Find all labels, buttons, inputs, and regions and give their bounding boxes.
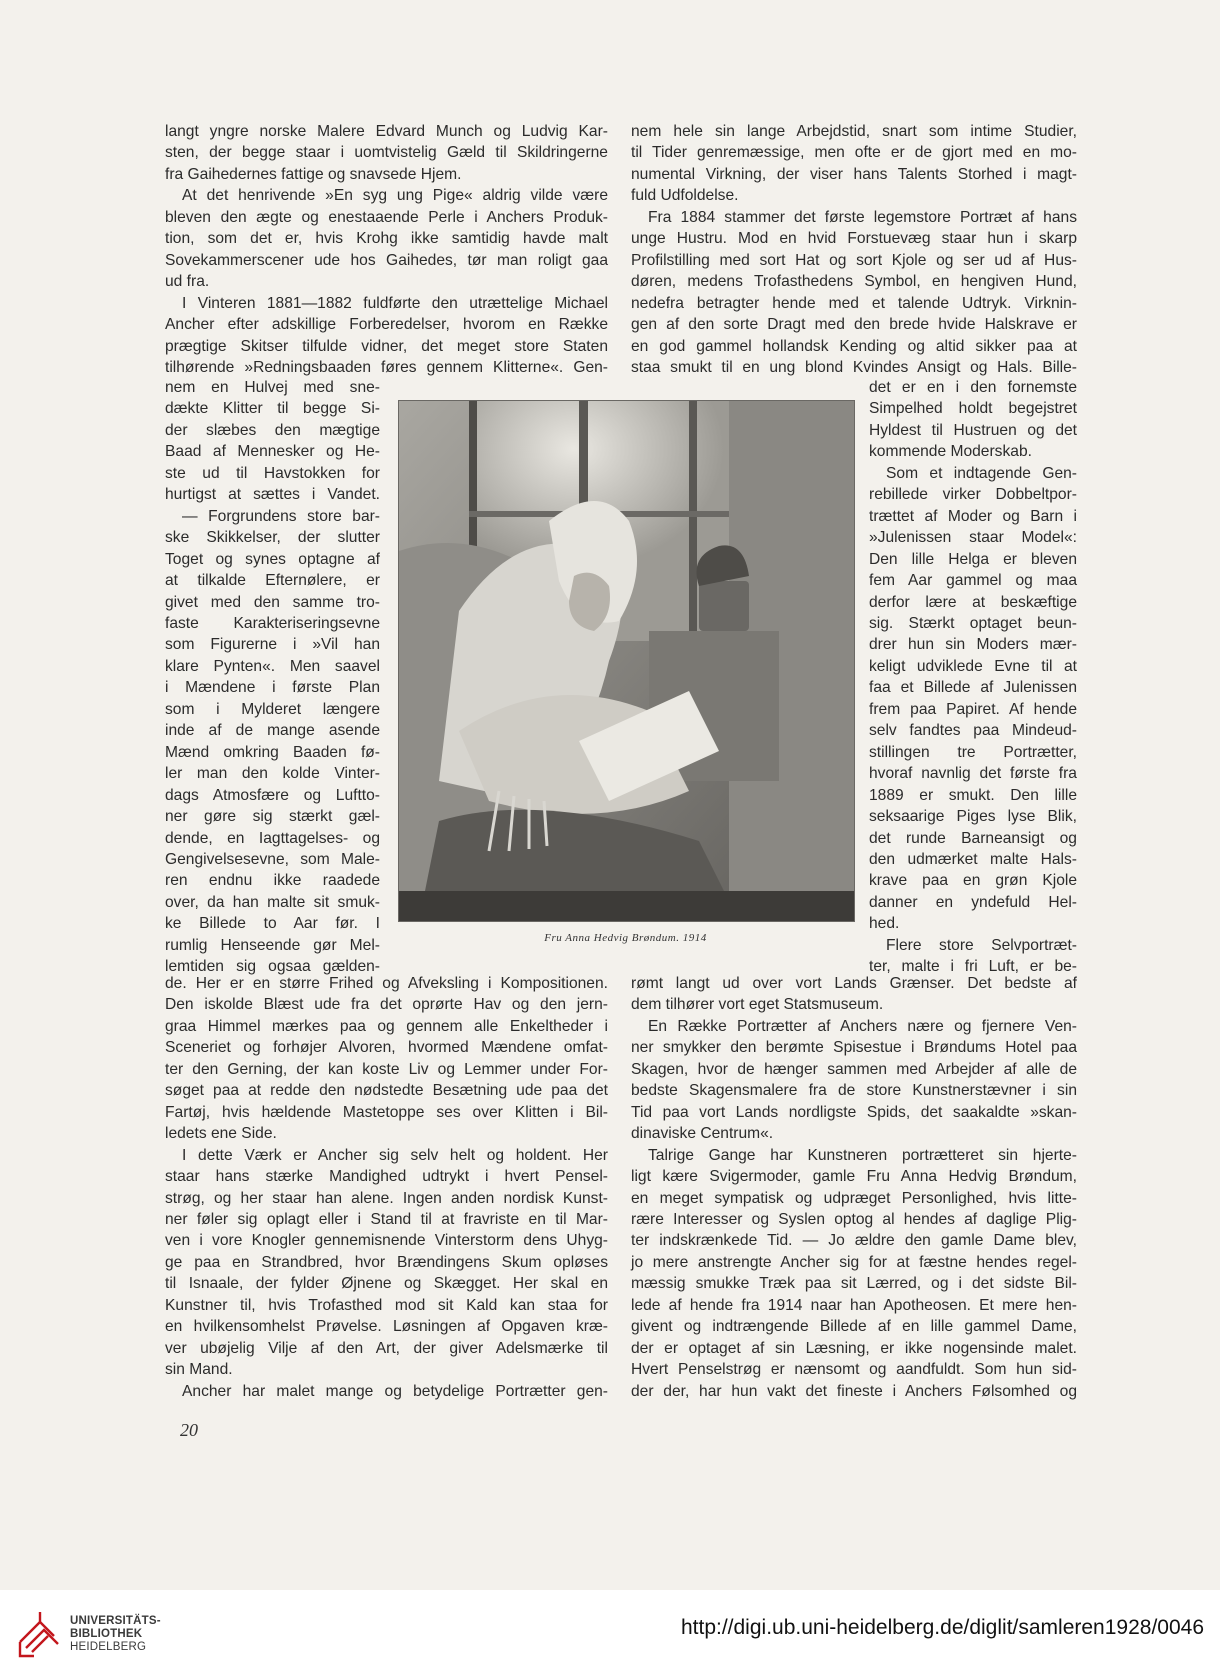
text-line: En Række Portrætter af Anchers nære og fjernere Ven- — [648, 1017, 1077, 1035]
text-line: I dette Værk er Ancher sig selv helt og holdent. Her — [182, 1146, 608, 1164]
text-line: nem en Hulvej med sne- — [165, 379, 380, 396]
text-line: Som et indtagende Gen- — [886, 464, 1077, 482]
text-line: Flere store Selvportræt- — [886, 936, 1077, 954]
text-line: det runde Barneansigt og — [869, 829, 1077, 847]
text-line: til Isnaale, der fylder Øjnene og Skægget. Her skal en — [165, 1275, 608, 1293]
text-line: frem paa Papiret. Af hende — [869, 700, 1077, 718]
library-name-line1: UNIVERSITÄTS- — [70, 1615, 161, 1627]
text-line: hvoraf navnlig det første fra — [869, 765, 1077, 783]
text-line: faa et Billede af Julenissen — [869, 679, 1077, 697]
text-line: krave paa en grøn Kjole — [869, 872, 1077, 890]
permalink-url[interactable]: http://digi.ub.uni-heidelberg.de/diglit/samleren1928/0046 — [680, 1616, 1204, 1639]
text-line: Mænd omkring Baaden fø- — [165, 743, 380, 761]
text-line: derfor lære at beskæftige — [869, 593, 1077, 611]
left-column-bottom — [165, 973, 608, 1402]
painting-reading-woman — [398, 400, 855, 922]
text-line: den udmærket malte Hals- — [869, 850, 1077, 868]
text-line: staa smukt til en ung blond Kvindes Ansigt og Hals. Bille- — [631, 358, 1077, 376]
text-line: en hvilkensomhelst Prøvelse. Løsningen af Opgaven kræ- — [165, 1318, 608, 1336]
viewer-footer — [0, 1590, 1220, 1676]
right-column-top — [631, 121, 1077, 378]
text-line: At det henrivende »En syg ung Pige« aldrig vilde være — [182, 187, 608, 205]
text-line: ver ubøjelig Vilje af den Art, der giver Adelsmærke til — [165, 1339, 608, 1357]
text-line: inde af de mange asende — [165, 722, 380, 740]
text-line: ner smykker den berømte Spisestue i Brøndums Hotel paa — [631, 1039, 1077, 1057]
text-line: ner føler sig oplagt eller i Stand til at fravriste en til Mar- — [165, 1210, 608, 1228]
library-name-line3: HEIDELBERG — [70, 1641, 147, 1653]
text-line: jo mere anstrengte Ancher sig for at fæstne hendes regel- — [631, 1253, 1077, 1271]
text-line: klare Pynten«. Men saavel — [165, 657, 380, 675]
text-line: tion, som det er, hvis Krohg ikke samtidig havde malt — [165, 230, 608, 248]
text-line: lede af hende fra 1914 naar han Apotheosen. Et mere hen- — [631, 1296, 1077, 1314]
text-line: søget paa at redde den nødstedte Besætning ude paa det — [165, 1082, 608, 1100]
text-line: drer hun sin Moders mær- — [869, 636, 1077, 654]
text-line: gen af den sorte Dragt med den brede hvide Halskrave er — [631, 316, 1077, 334]
text-line: en meget sympatisk og udpræget Personlighed, hvis litte- — [631, 1189, 1077, 1207]
text-line: ven i vore Knogler gennemisnende Vinterstorm dens Uhyg- — [165, 1232, 608, 1250]
text-line: dækte Klitter til begge Si- — [165, 400, 380, 418]
text-line: hurtigst at sættes i Vandet. — [165, 486, 380, 504]
text-line: ge paa en Strandbred, hvor Brændingens Skum opløses — [165, 1253, 608, 1271]
text-line: ste ud til Havstokken for — [165, 464, 380, 482]
text-line: Hyldest til Hustruen og det — [869, 421, 1077, 439]
page-number: 20 — [180, 1420, 198, 1440]
text-line: Den iskolde Blæst ude fra det oprørte Hav og den jern- — [165, 996, 608, 1014]
text-line: »Julenissen staar Model«: — [869, 529, 1077, 547]
text-line: faste Karakteriseringsevne — [165, 614, 380, 632]
text-line: ske Skikkelser, der slutter — [165, 529, 380, 547]
text-line: Skagen, hvor de hænger sammen med Arbejder af alle de — [631, 1060, 1077, 1078]
right-column-wrap — [869, 377, 1077, 978]
text-line: fem Aar gammel og maa — [869, 572, 1077, 590]
text-line: som Figurerne i »Vil han — [165, 636, 380, 654]
figure-caption: Fru Anna Hedvig Brøndum. 1914 — [544, 932, 707, 944]
text-line: selv fandtes paa Mindeud- — [869, 722, 1077, 740]
text-line: dags Atmosfære og Luftto- — [165, 786, 380, 804]
text-line: Den lille Helga er bleven — [869, 550, 1077, 568]
text-line: ler man den kolde Vinter- — [165, 765, 380, 783]
text-line: Kunstner til, hvis Trofasthed mod sit Kald kan staa for — [165, 1296, 608, 1314]
text-line: der slæbes den mægtige — [165, 421, 380, 439]
text-line: ter indskrænkede Tid. — Jo ældre den gamle Dame blev, — [631, 1232, 1077, 1250]
text-line: rømt langt ud over vort Lands Grænser. Det bedste af — [631, 975, 1077, 992]
text-line: numental Virkning, der viser hans Talents Storhed i magt- — [631, 165, 1077, 183]
text-line: lemtiden sig ogsaa gælden- — [165, 958, 380, 976]
text-line: ren endnu ikke raadede — [165, 872, 380, 890]
text-line: Toget og synes optagne af — [165, 550, 380, 568]
text-line: langt yngre norske Malere Edvard Munch og Ludvig Kar- — [165, 123, 608, 140]
text-line: en god gammel hollandsk Kending og altid sikker paa at — [631, 337, 1077, 355]
text-line: I Vinteren 1881—1882 fuldførte den utrættelige Michael — [182, 294, 608, 312]
text-line: graa Himmel mærkes paa og gennem alle Enkeltheder i — [165, 1017, 608, 1035]
text-line: givent og indtrængende Billede af en lille gammel Dame, — [631, 1318, 1077, 1336]
text-line: Simpelhed holdt begejstret — [869, 400, 1077, 418]
left-column-wrap — [165, 377, 380, 978]
text-line: døren, medens Trofasthedens Symbol, en hengiven Hund, — [631, 273, 1077, 291]
text-line: prægtige Skitser tilfulde vidner, det meget store Staten — [165, 337, 608, 355]
text-line: kommende Moderskab. — [869, 443, 1032, 461]
text-line: Gengivelsesevne, som Male- — [165, 850, 380, 868]
text-line: fuld Udfoldelse. — [631, 187, 739, 205]
right-column-bottom — [631, 973, 1077, 1402]
text-line: ligt kære Svigermoder, gamle Fru Anna Hedvig Brøndum, — [631, 1168, 1077, 1186]
text-line: Ancher efter adskillige Forberedelser, hvorom en Række — [165, 316, 608, 334]
text-line: der er optaget af sin Læsning, er ikke nogensinde malet. — [631, 1339, 1077, 1357]
text-line: seksaarige Piges lyse Blik, — [869, 808, 1077, 826]
text-line: dem tilhører vort eget Statsmuseum. — [631, 996, 884, 1014]
text-line: over, da han malte sit smuk- — [165, 893, 380, 911]
text-line: Profilstilling med sort Hat og sort Kjole og ser ud af Hus- — [631, 251, 1077, 269]
text-line: stillingen tre Portrætter, — [869, 743, 1077, 761]
text-line: at tilkalde Efternølere, er — [165, 572, 380, 590]
text-line: Ancher har malet mange og betydelige Portrætter gen- — [182, 1382, 608, 1400]
text-line: mæssig smukke Træk paa sit Lærred, og i det sidste Bil- — [631, 1275, 1077, 1293]
text-line: ter den Gerning, der kan koste Liv og Lemmer under For- — [165, 1060, 608, 1078]
text-line: bedste Skagensmalere fra de store Kunstnerstævner i sin — [631, 1082, 1077, 1100]
text-line: Fra 1884 stammer det første legemstore Portræt af hans — [648, 208, 1077, 226]
text-line: 1889 er smukt. Den lille — [869, 786, 1077, 804]
text-line: sten, der begge staar i uomtvistelig Gæld til Skildringerne — [165, 144, 608, 162]
text-line: tilhørende »Redningsbaaden føres gennem Klitterne«. Gen- — [165, 358, 608, 376]
text-line: unge Hustru. Mod en hvid Forstuevæg staar hun i skarp — [631, 230, 1077, 248]
text-line: Sovekammerscener ude hos Gaihedes, tør man roligt gaa — [165, 251, 608, 269]
text-line: nedefra betragter hende med et talende Udtryk. Virknin- — [631, 294, 1077, 312]
text-line: til Tider genremæssige, men ofte er de gjort med en mo- — [631, 144, 1077, 162]
library-name-line2: BIBLIOTHEK — [70, 1628, 143, 1640]
text-line: rebillede virker Dobbeltpor- — [869, 486, 1077, 504]
text-line: som i Mylderet længere — [165, 700, 380, 718]
text-line: sin Mand. — [165, 1361, 233, 1379]
text-line: rære Interesser og Syslen optog al hendes af daglige Plig- — [631, 1210, 1077, 1228]
text-line: rumlig Henseende gør Mel- — [165, 936, 380, 954]
text-line: Sceneriet og forhøjer Alvoren, hvormed Mændene omfat- — [165, 1039, 608, 1057]
text-line: Baad af Mennesker og He- — [165, 443, 380, 461]
text-line: ter, malte i fri Luft, er be- — [869, 958, 1077, 976]
text-line: de. Her er en større Frihed og Afveksling i Kompositionen. — [165, 975, 608, 992]
text-line: trættet af Moder og Barn i — [869, 507, 1077, 525]
text-line: ner gøre sig stærkt gæl- — [165, 808, 380, 826]
text-line: Talrige Gange har Kunstneren portrætteret sin hjerte- — [648, 1146, 1077, 1164]
text-line: Tid paa vort Lands nordligste Spids, det saakaldte »skan- — [631, 1103, 1077, 1121]
text-line: ledets ene Side. — [165, 1125, 277, 1143]
text-line: givet med den samme tro- — [165, 593, 380, 611]
text-line: i Mændene i første Plan — [165, 679, 380, 697]
text-line: Hvert Penselstrøg er nænsomt og aandfuldt. Som hun sid- — [631, 1361, 1077, 1379]
text-line: staar hans stærke Mandighed udtrykt i hvert Pensel- — [165, 1168, 608, 1186]
left-column-top — [165, 121, 608, 378]
text-line: strøg, og her staar han alene. Ingen anden nordisk Kunst- — [165, 1189, 608, 1207]
text-line: ke Billede to Aar før. I — [165, 915, 380, 933]
text-line: Fartøj, hvis hældende Mastetoppe ses over Klitten i Bil- — [165, 1103, 608, 1121]
text-line: danner en yndefuld Hel- — [869, 893, 1077, 911]
text-line: det er en i den fornemste — [869, 379, 1077, 396]
text-line: fra Gaihedernes fattige og snavsede Hjem. — [165, 165, 462, 183]
text-line: der der, har hun vakt det fineste i Anchers Følsomhed og — [631, 1382, 1077, 1400]
text-line: sig. Stærkt optaget beun- — [869, 614, 1077, 632]
text-line: keligt udviklede Evne til at — [869, 657, 1077, 675]
text-line: bleven den ægte og enestaaende Perle i Anchers Produk- — [165, 208, 608, 226]
text-line: dende, en Iagttagelses- og — [165, 829, 380, 847]
text-line: nem hele sin lange Arbejdstid, snart som intime Studier, — [631, 123, 1077, 140]
university-library-logo-icon[interactable] — [14, 1604, 66, 1662]
library-name[interactable] — [70, 1615, 161, 1654]
text-line: ud fra. — [165, 273, 210, 291]
text-line: hed. — [869, 915, 900, 933]
text-line: dinaviske Centrum«. — [631, 1125, 774, 1143]
text-line: — Forgrundens store bar- — [182, 507, 380, 525]
